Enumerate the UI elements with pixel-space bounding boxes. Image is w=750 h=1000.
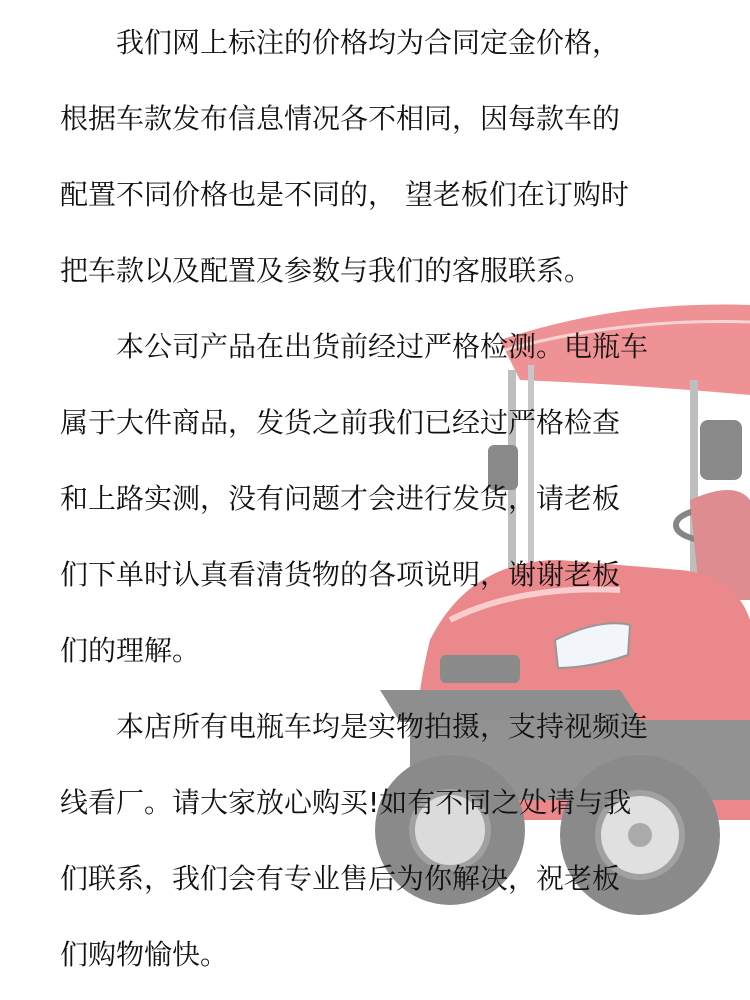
paragraph-line: 我们网上标注的价格均为合同定金价格， [116,26,621,59]
paragraph-line: 本公司产品在出货前经过严格检测。电瓶车 [116,330,649,363]
paragraph-line: 们联系，我们会有专业售后为你解决，祝老板 [60,862,621,895]
paragraph-line: 们的理解。 [60,634,201,667]
paragraph-line: 线看厂。请大家放心购买!如有不同之处请与我 [60,786,632,819]
paragraph-line: 们购物愉快。 [60,938,229,971]
paragraph-line: 和上路实测，没有问题才会进行发货，请老板 [60,482,621,515]
paragraph-line: 属于大件商品，发货之前我们已经过严格检查 [60,406,621,439]
paragraph-line: 们下单时认真看清货物的各项说明，谢谢老板 [60,558,621,591]
paragraph-line: 根据车款发布信息情况各不相同，因每款车的 [60,102,621,135]
paragraph-line: 本店所有电瓶车均是实物拍摄，支持视频连 [116,710,649,743]
paragraph-line: 配置不同价格也是不同的， 望老板们在订购时 [60,178,629,211]
notice-text [60,18,720,1000]
paragraph-line: 把车款以及配置及参数与我们的客服联系。 [60,254,593,287]
